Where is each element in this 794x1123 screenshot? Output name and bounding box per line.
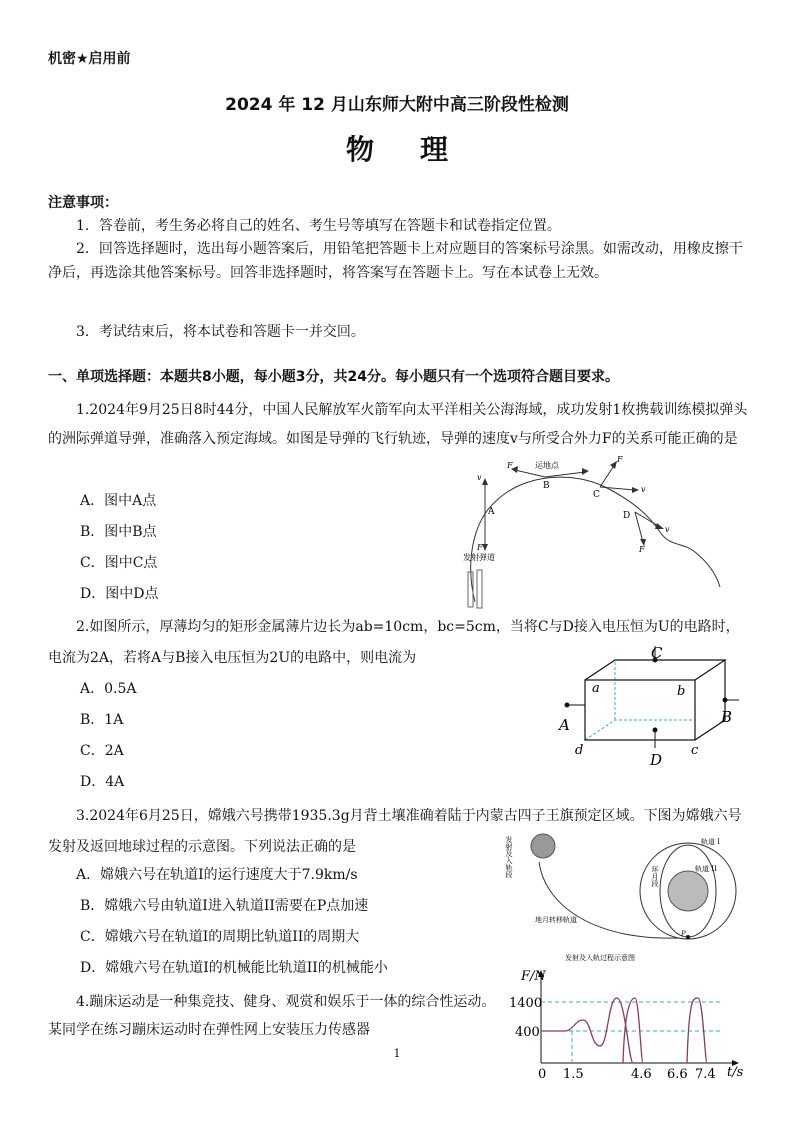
- svg-text:F: F: [639, 545, 645, 554]
- q3-option-d: D．嫦娥六号在轨道I的机械能比轨道II的机械能小: [80, 960, 388, 976]
- q3-option-c: C．嫦娥六号在轨道I的周期比轨道II的周期大: [80, 929, 360, 945]
- subject-title: 物理: [345, 133, 494, 166]
- q4-xtick-0: 0: [538, 1067, 547, 1082]
- page-number: 1: [393, 1047, 401, 1060]
- q4-stem: 4.蹦床运动是一种集竞技、健身、观赏和娱乐于一体的综合性运动。某同学在练习蹦床运动时在弹性网上安装压力传感器: [48, 994, 496, 1038]
- svg-text:F: F: [477, 543, 483, 552]
- q2-label-c: C: [651, 644, 663, 662]
- q2-label-a: A: [559, 716, 570, 734]
- svg-text:v: v: [665, 525, 670, 534]
- q2-option-a: A．0.5A: [80, 681, 137, 697]
- earth-icon: [531, 834, 555, 858]
- moon-icon: [668, 871, 708, 911]
- q3-label-p: P: [681, 930, 686, 938]
- notice-item-2: 2．回答选择题时，选出每小题答案后，用铅笔把答题卡上对应题目的答案标号涂黑。如需改动，用橡皮擦干净后，再选涂其他答案标号。回答非选择题时，将答案写在答题卡上。写在本试卷上无效。: [48, 241, 743, 281]
- q2-label-b: B: [721, 708, 733, 726]
- svg-text:v: v: [477, 473, 482, 482]
- q4-ylabel: F/N: [521, 969, 546, 984]
- q2-stem: 2.如图所示，厚薄均匀的矩形金属薄片边长为ab=10cm，bc=5cm，当将C与D接入电压恒为U的电路时，电流为2A，若将A与B接入电压恒为2U的电路中，则电流为: [48, 619, 740, 666]
- svg-text:c: c: [691, 743, 699, 758]
- exam-title: 2024 年 12 月山东师大附中高三阶段性检测: [225, 95, 569, 115]
- q3-label-orbit2: 轨道 II: [695, 865, 717, 873]
- q1-point-c: C: [593, 490, 600, 500]
- notice-heading: 注意事项：: [48, 195, 118, 211]
- q1-label-top: 运地点: [535, 461, 559, 470]
- svg-text:d: d: [575, 743, 584, 758]
- svg-text:b: b: [677, 684, 686, 699]
- svg-text:F: F: [507, 461, 513, 470]
- notice-item-1: 1．答卷前，考生务必将自己的姓名、考生号等填写在答题卡和试卷指定位置。: [76, 218, 561, 234]
- q4-xtick-1.5: 1.5: [563, 1067, 584, 1082]
- q2-option-d: D．4A: [80, 774, 125, 790]
- q3-orbit-figure: [505, 826, 745, 966]
- q1-point-a: A: [488, 507, 495, 517]
- confidential-mark: 机密★启用前: [48, 51, 131, 67]
- q1-label-launch: 发射弹道: [463, 553, 495, 562]
- svg-text:a: a: [592, 681, 600, 696]
- q4-xlabel: t/s: [727, 1065, 744, 1080]
- q4-xtick-6.6: 6.6: [667, 1067, 688, 1082]
- q1-option-b: B．图中B点: [80, 524, 157, 540]
- q3-label-transfer: 地月转移轨道: [535, 916, 577, 924]
- q1-stem: 1.2024年9月25日8时44分，中国人民解放军火箭军向太平洋相关公海海域，成功发射1枚携载训练模拟弹头的洲际弹道导弹，准确落入预定海域。如图是导弹的飞行轨迹，导弹的速度v与所受合外力F的关系可能正确的是: [48, 402, 748, 447]
- q1-option-c: C．图中C点: [80, 555, 158, 571]
- q3-option-a: A．嫦娥六号在轨道I的运行速度大于7.9km/s: [76, 867, 358, 883]
- q4-force-chart: [505, 968, 745, 1083]
- q1-option-a: A．图中A点: [80, 493, 157, 509]
- q3-caption: 发射及入轨过程示意图: [565, 954, 635, 962]
- q3-label-loop: 环月段: [651, 866, 659, 887]
- q3-label-launch: 发射及入轨段: [505, 836, 513, 878]
- q4-xtick-4.6: 4.6: [631, 1067, 652, 1082]
- q4-ytick-1400: 1400: [509, 996, 543, 1011]
- q2-option-b: B．1A: [80, 712, 124, 728]
- q3-label-orbit1: 轨道 I: [701, 838, 720, 846]
- q1-trajectory-figure: [455, 452, 735, 612]
- q2-label-d: D: [650, 751, 663, 769]
- q3-stem: 3.2024年6月25日，嫦娥六号携带1935.3g月背土壤准确着陆于内蒙古四子王旗预定区域。下图为嫦娥六号发射及返回地球过程的示意图。下列说法正确的是: [48, 808, 742, 855]
- section-heading: 一、单项选择题：本题共8小题，每小题3分，共24分。每小题只有一个选项符合题目要求。: [48, 369, 619, 385]
- notice-item-3: 3．考试结束后，将本试卷和答题卡一并交回。: [76, 324, 365, 340]
- q1-option-d: D．图中D点: [80, 586, 159, 602]
- q4-xtick-7.4: 7.4: [695, 1067, 716, 1082]
- q2-option-c: C．2A: [80, 743, 124, 759]
- q4-ytick-400: 400: [515, 1025, 540, 1040]
- q3-option-b: B．嫦娥六号由轨道I进入轨道II需要在P点加速: [80, 898, 369, 914]
- q2-plate-figure: [555, 640, 745, 775]
- svg-text:F: F: [617, 455, 623, 464]
- q1-point-d: D: [623, 511, 631, 521]
- svg-text:v: v: [641, 485, 646, 494]
- q1-point-b: B: [543, 481, 550, 491]
